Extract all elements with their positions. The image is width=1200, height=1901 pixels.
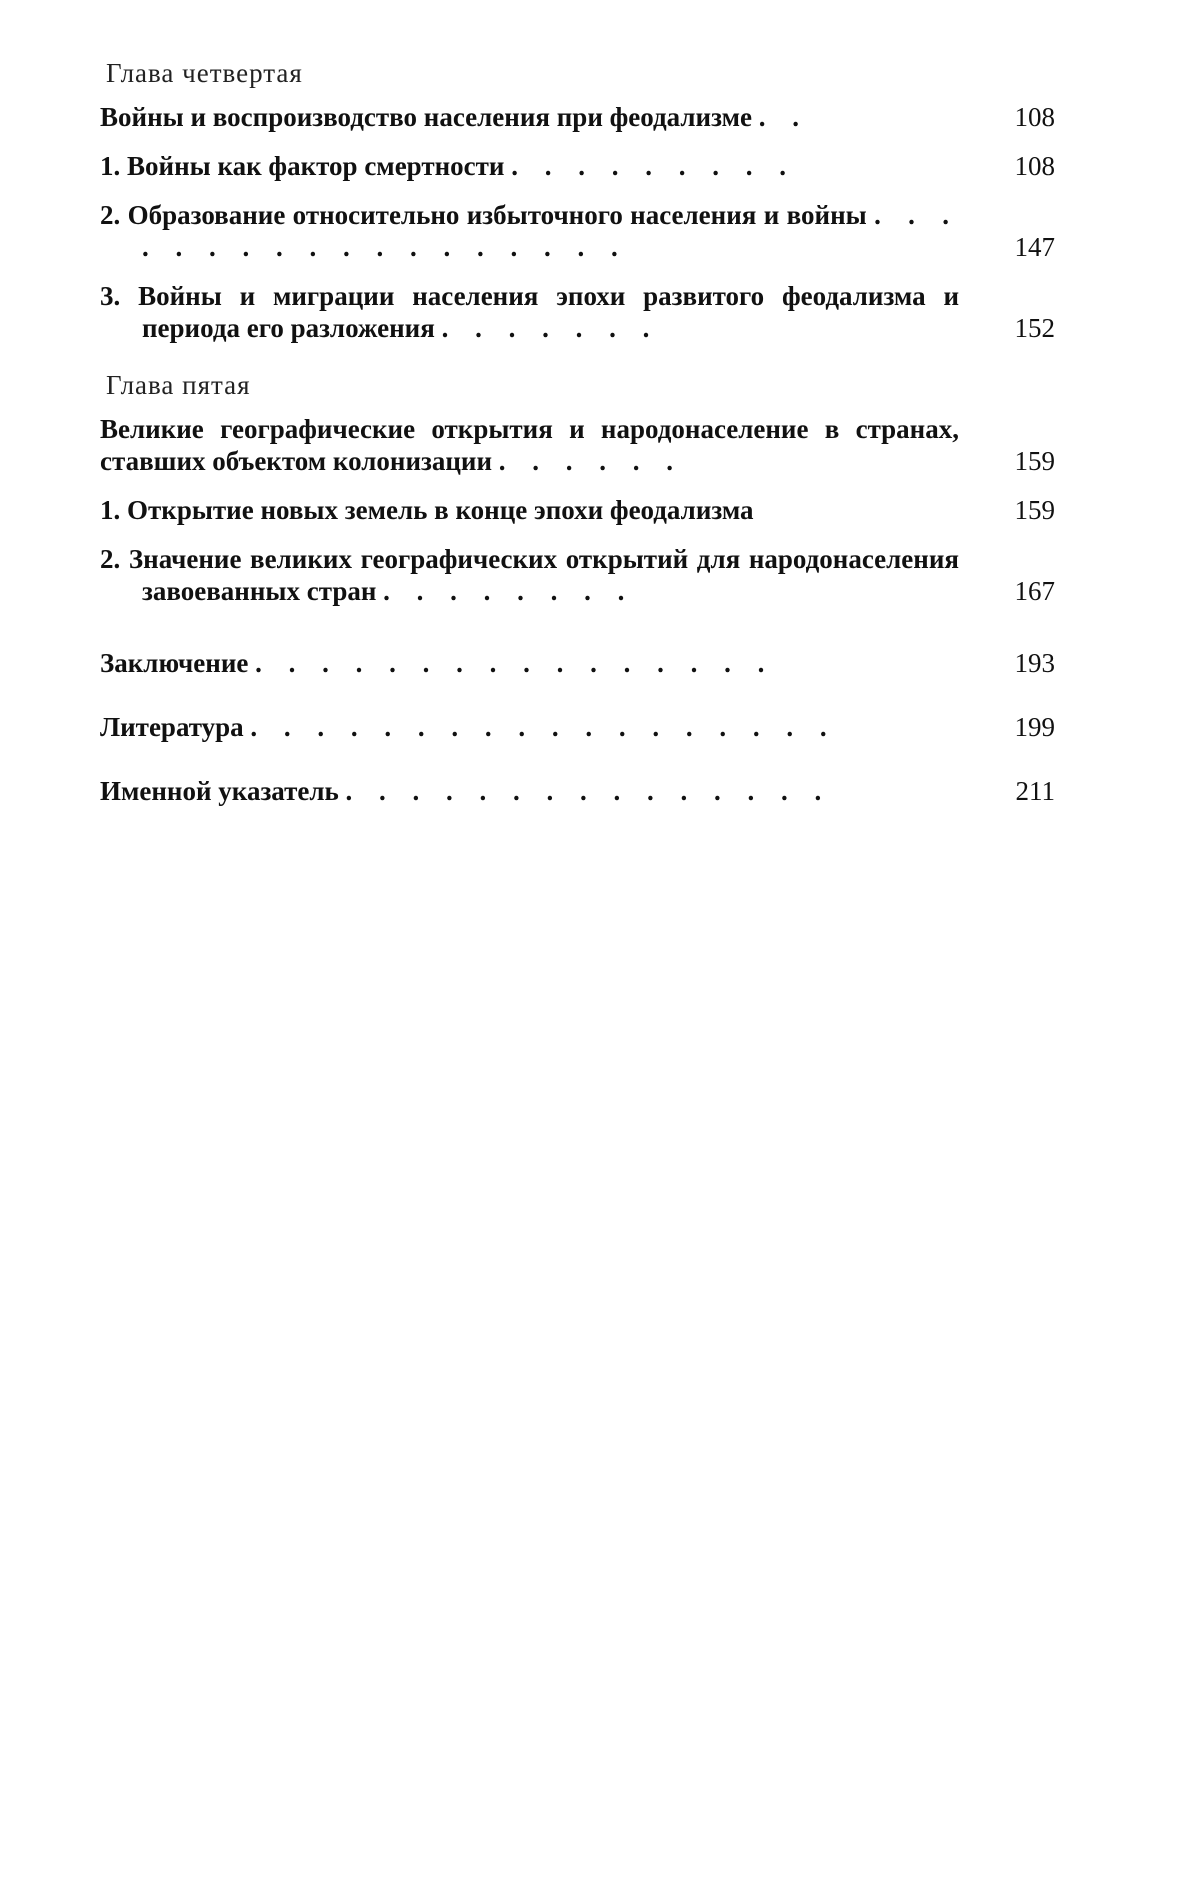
section-entry (100, 150, 1055, 182)
back-matter-entry-literature (100, 711, 1055, 743)
page-number: 152 (1014, 313, 1055, 343)
section-entry (100, 494, 1055, 526)
section-title: Значение великих географических открытий для народонаселения завоеванных стран (128, 544, 960, 606)
page-number: 199 (1014, 712, 1055, 742)
chapter-title-entry (100, 413, 1055, 477)
leader-dots: . . . . . . (498, 446, 684, 476)
section-title: Войны и миграции населения эпохи развитого феодализма и периода его разложения (138, 281, 960, 343)
entry-title: Великие географические открытия и народонаселение в странах, ставших объектом колонизации (100, 414, 959, 476)
page-number: 193 (1014, 648, 1055, 678)
leader-dots: . . . . . . . . . . . . . . . . . . (250, 712, 837, 742)
entry-title: Литература (100, 712, 244, 742)
page-number: 159 (1014, 446, 1055, 476)
section-entry (100, 199, 1055, 263)
section-number: 1. (100, 495, 121, 525)
leader-dots: . . . . . . . (441, 313, 660, 343)
chapter-4 (100, 58, 1055, 344)
leader-dots: . . (758, 102, 809, 132)
entry-title: Заключение (100, 648, 249, 678)
section-number: 2. (100, 200, 121, 230)
chapter-5 (100, 370, 1055, 607)
page-number: 159 (1014, 495, 1055, 525)
section-number: 3. (100, 281, 121, 311)
page-number: 167 (1014, 576, 1055, 606)
section-entry (100, 280, 1055, 344)
page-number: 108 (1014, 102, 1055, 132)
section-number: 2. (100, 544, 121, 574)
entry-title: Именной указатель (100, 776, 339, 806)
leader-dots: . . . . . . . . . (511, 151, 796, 181)
leader-dots: . . . . . . . . (383, 576, 635, 606)
section-title: Образование относительно избыточного населения и войны (127, 200, 867, 230)
page-number: 108 (1014, 151, 1055, 181)
section-title: Войны как фактор смертности (127, 151, 505, 181)
chapter-heading: Глава четвертая (106, 58, 303, 88)
back-matter-entry-name-index (100, 775, 1055, 807)
entry-title: Войны и воспроизводство населения при феодализме (100, 102, 752, 132)
section-number: 1. (100, 151, 121, 181)
page-number: 147 (1014, 232, 1055, 262)
chapter-title-entry (100, 101, 1055, 133)
page-number: 211 (1015, 776, 1055, 806)
section-title: Открытие новых земель в конце эпохи феодализма (127, 495, 754, 525)
leader-dots: . . . . . . . . . . . . . . . . . . (142, 200, 960, 262)
leader-dots: . . . . . . . . . . . . . . . . (255, 648, 775, 678)
back-matter-entry-conclusion (100, 647, 1055, 679)
chapter-heading: Глава пятая (106, 370, 251, 400)
section-entry (100, 543, 1055, 607)
leader-dots: . . . . . . . . . . . . . . . (345, 776, 832, 806)
table-of-contents (100, 58, 1055, 824)
